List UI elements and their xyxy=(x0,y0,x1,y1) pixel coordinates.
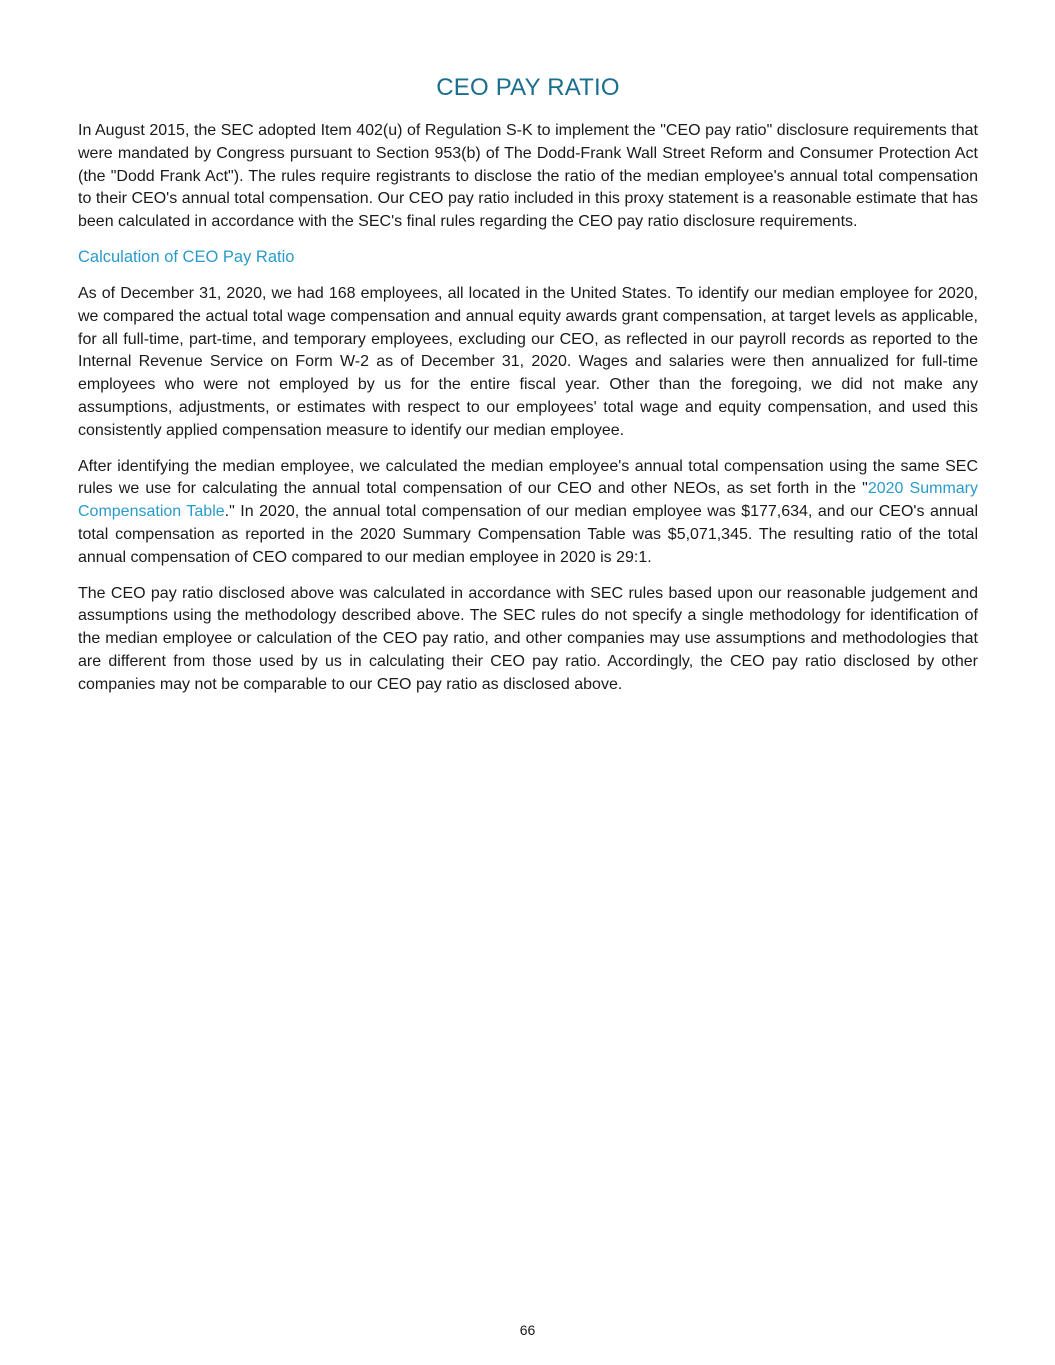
page-title: CEO PAY RATIO xyxy=(436,74,620,101)
document-page xyxy=(78,74,978,710)
median-paragraph-text-end: ." In 2020, the annual total compensation of our median employee was $177,634, and our CEO's annual total compensation as reported in the 2020 Summary Compensation Table was $5,071,345. The resulting ratio of the total annual compensation of CEO compared to our median employee in 2020 is 29:1. xyxy=(78,503,979,566)
intro-paragraph: In August 2015, the SEC adopted Item 402(u) of Regulation S-K to implement the "CEO pay ratio" disclosure requirements that were mandated by Congress pursuant to Section 953(b) of The Dodd-Frank Wall Street Reform and Consumer Protection Act (the "Dodd Frank Act"). The rules require registrants to disclose the ratio of the median employee's annual total compensation to their CEO's annual total compensation. Our CEO pay ratio included in this proxy statement is a reasonable estimate that has been calculated in accordance with the SEC's final rules regarding the CEO pay ratio disclosure requirements. xyxy=(78,122,978,231)
methodology-paragraph: The CEO pay ratio disclosed above was calculated in accordance with SEC rules based upon our reasonable judgement and assumptions using the methodology described above. The SEC rules do not specify a single methodology for identification of the median employee or calculation of the CEO pay ratio, and other companies may use assumptions and methodologies that are different from those used by us in calculating their CEO pay ratio. Accordingly, the CEO pay ratio disclosed by other companies may not be comparable to our CEO pay ratio as disclosed above. xyxy=(78,584,978,693)
page-number: 66 xyxy=(519,1322,536,1338)
employee-count-paragraph: As of December 31, 2020, we had 168 employees, all located in the United States. To identify our median employee for 2020, we compared the actual total wage compensation and annual equity awards grant compensation, at target levels as applicable, for all full-time, part-time, and temporary employees, excluding our CEO, as reflected in our payroll records as reported to the Internal Revenue Service on Form W-2 as of December 31, 2020. Wages and salaries were then annualized for full-time employees who were not employed by us for the entire fiscal year. Other than the foregoing, we did not make any assumptions, adjustments, or estimates with respect to our employees' total wage and equity compensation, and used this consistently applied compensation measure to identify our median employee. xyxy=(78,284,978,439)
summary-compensation-table-link[interactable]: 2020 Summary Compensation Table xyxy=(78,480,978,521)
median-paragraph-text-start: After identifying the median employee, we calculated the median employee's annual total compensation using the same SEC rules we use for calculating the annual total compensation of our CEO and other NEOs, as set forth in the " xyxy=(78,457,978,498)
section-heading-calculation: Calculation of CEO Pay Ratio xyxy=(78,247,295,266)
median-compensation-paragraph xyxy=(78,456,978,570)
